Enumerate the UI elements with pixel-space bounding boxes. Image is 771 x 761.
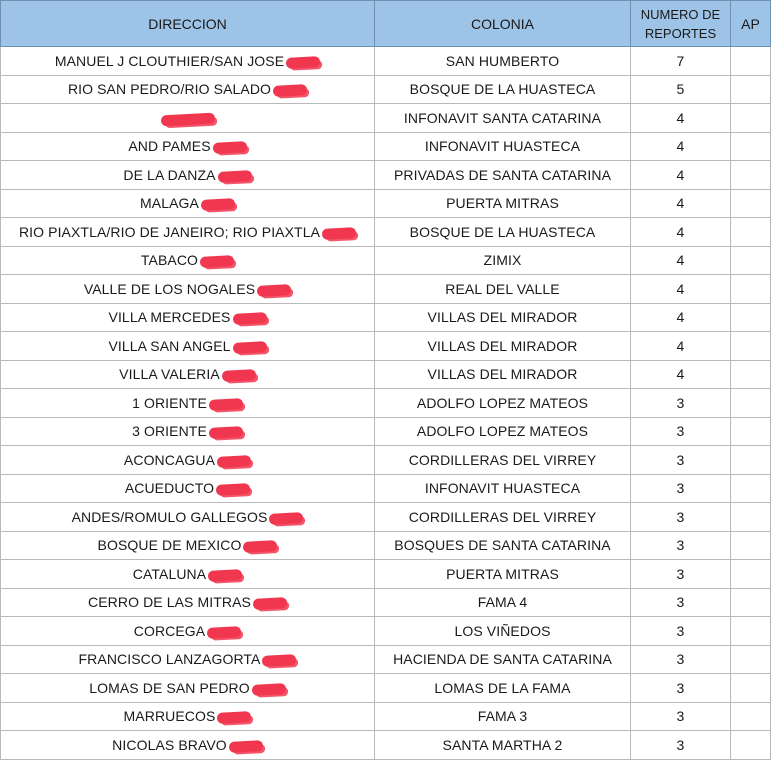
redaction-mark — [286, 56, 321, 69]
direccion-text: CERRO DE LAS MITRAS — [88, 594, 251, 611]
cell-reportes: 3 — [631, 531, 731, 560]
cell-colonia: FAMA 4 — [375, 588, 631, 617]
direccion-text: AND PAMES — [128, 138, 211, 155]
direccion-text: RIO SAN PEDRO/RIO SALADO — [67, 81, 272, 98]
cell-extra — [731, 332, 771, 361]
cell-extra — [731, 75, 771, 104]
redaction-mark — [229, 740, 264, 753]
cell-direccion — [1, 588, 375, 617]
cell-direccion — [1, 731, 375, 760]
cell-extra — [731, 617, 771, 646]
cell-reportes: 3 — [631, 617, 731, 646]
cell-extra — [731, 132, 771, 161]
redaction-mark — [217, 711, 252, 724]
cell-colonia: LOS VIÑEDOS — [375, 617, 631, 646]
table-row — [1, 731, 771, 760]
cell-colonia: VILLAS DEL MIRADOR — [375, 360, 631, 389]
cell-colonia: CORDILLERAS DEL VIRREY — [375, 446, 631, 475]
cell-extra — [731, 246, 771, 275]
direccion-text: ACUEDUCTO — [124, 480, 215, 497]
cell-colonia: SANTA MARTHA 2 — [375, 731, 631, 760]
redaction-mark — [208, 569, 243, 582]
direccion-text: MALAGA — [140, 195, 199, 212]
cell-direccion — [1, 218, 375, 247]
cell-direccion — [1, 474, 375, 503]
cell-direccion — [1, 531, 375, 560]
redaction-mark — [322, 227, 357, 240]
table-row — [1, 218, 771, 247]
cell-reportes: 3 — [631, 389, 731, 418]
cell-extra — [731, 531, 771, 560]
table-row — [1, 132, 771, 161]
cell-direccion — [1, 189, 375, 218]
cell-reportes: 4 — [631, 161, 731, 190]
cell-extra — [731, 417, 771, 446]
direccion-text: RIO PIAXTLA/RIO DE JANEIRO; RIO PIAXTLA — [18, 223, 321, 240]
cell-colonia: CORDILLERAS DEL VIRREY — [375, 503, 631, 532]
cell-extra — [731, 560, 771, 589]
cell-direccion — [1, 246, 375, 275]
table-row — [1, 702, 771, 731]
redaction-mark — [209, 398, 244, 411]
cell-colonia: HACIENDA DE SANTA CATARINA — [375, 645, 631, 674]
direccion-text: CATALUNA — [132, 565, 207, 582]
table-row — [1, 189, 771, 218]
cell-colonia: PRIVADAS DE SANTA CATARINA — [375, 161, 631, 190]
table-row — [1, 47, 771, 76]
redaction-mark — [262, 654, 297, 667]
cell-colonia: VILLAS DEL MIRADOR — [375, 303, 631, 332]
redaction-mark — [216, 483, 251, 496]
direccion-text: VALLE DE LOS NOGALES — [83, 280, 256, 297]
cell-reportes: 4 — [631, 246, 731, 275]
cell-extra — [731, 474, 771, 503]
cell-reportes: 3 — [631, 560, 731, 589]
header-numero-line1: NUMERO DE — [640, 6, 721, 22]
redaction-mark — [212, 141, 247, 154]
header-extra-cut: AP — [731, 1, 771, 47]
table-row — [1, 588, 771, 617]
cell-direccion — [1, 389, 375, 418]
table-row — [1, 474, 771, 503]
cell-reportes: 3 — [631, 446, 731, 475]
cell-direccion — [1, 275, 375, 304]
cell-reportes: 4 — [631, 275, 731, 304]
cell-extra — [731, 47, 771, 76]
table-row — [1, 75, 771, 104]
direccion-text: 3 ORIENTE — [132, 423, 207, 440]
table-row — [1, 503, 771, 532]
redaction-mark — [232, 312, 267, 325]
header-numero-line2: REPORTES — [644, 25, 717, 41]
cell-extra — [731, 161, 771, 190]
cell-colonia: ADOLFO LOPEZ MATEOS — [375, 417, 631, 446]
cell-colonia: VILLAS DEL MIRADOR — [375, 332, 631, 361]
redaction-mark — [273, 84, 308, 97]
cell-reportes: 7 — [631, 47, 731, 76]
cell-colonia: INFONAVIT HUASTECA — [375, 132, 631, 161]
cell-colonia: SAN HUMBERTO — [375, 47, 631, 76]
cell-direccion — [1, 702, 375, 731]
redaction-mark — [217, 455, 252, 468]
cell-reportes: 3 — [631, 503, 731, 532]
direccion-text: VILLA VALERIA — [119, 366, 220, 383]
table-row — [1, 360, 771, 389]
direccion-text: ACONCAGUA — [123, 451, 216, 468]
direccion-text: TABACO — [140, 252, 199, 269]
table-row — [1, 303, 771, 332]
cell-direccion — [1, 132, 375, 161]
table-row — [1, 446, 771, 475]
cell-colonia: REAL DEL VALLE — [375, 275, 631, 304]
redaction-mark — [269, 512, 304, 525]
redaction-mark — [253, 597, 288, 610]
redaction-mark — [201, 198, 236, 211]
cell-direccion — [1, 161, 375, 190]
cell-direccion — [1, 674, 375, 703]
cell-direccion — [1, 47, 375, 76]
cell-extra — [731, 731, 771, 760]
cell-reportes: 5 — [631, 75, 731, 104]
direccion-text: MARRUECOS — [123, 708, 216, 725]
cell-colonia: FAMA 3 — [375, 702, 631, 731]
table-row — [1, 389, 771, 418]
table-row — [1, 417, 771, 446]
cell-colonia: ADOLFO LOPEZ MATEOS — [375, 389, 631, 418]
cell-extra — [731, 702, 771, 731]
cell-extra — [731, 360, 771, 389]
table-row — [1, 617, 771, 646]
table-row — [1, 246, 771, 275]
cell-extra — [731, 389, 771, 418]
table-row — [1, 560, 771, 589]
table-row — [1, 674, 771, 703]
cell-colonia: INFONAVIT HUASTECA — [375, 474, 631, 503]
cell-direccion — [1, 303, 375, 332]
cell-direccion — [1, 617, 375, 646]
cell-colonia: INFONAVIT SANTA CATARINA — [375, 104, 631, 133]
table-row — [1, 332, 771, 361]
cell-direccion — [1, 417, 375, 446]
cell-colonia: PUERTA MITRAS — [375, 189, 631, 218]
redaction-mark — [209, 426, 244, 439]
header-colonia: COLONIA — [375, 1, 631, 47]
table-row — [1, 104, 771, 133]
cell-extra — [731, 189, 771, 218]
cell-reportes: 4 — [631, 218, 731, 247]
table-row — [1, 531, 771, 560]
table-row — [1, 161, 771, 190]
cell-colonia: ZIMIX — [375, 246, 631, 275]
direccion-text: MANUEL J CLOUTHIER/SAN JOSE — [54, 52, 285, 69]
cell-extra — [731, 218, 771, 247]
cell-colonia: PUERTA MITRAS — [375, 560, 631, 589]
direccion-text: VILLA SAN ANGEL — [108, 337, 231, 354]
cell-extra — [731, 503, 771, 532]
cell-colonia: BOSQUES DE SANTA CATARINA — [375, 531, 631, 560]
direccion-text: DE LA DANZA — [123, 166, 216, 183]
direccion-text: LOMAS DE SAN PEDRO — [89, 679, 250, 696]
cell-reportes: 3 — [631, 702, 731, 731]
redaction-mark — [217, 170, 252, 183]
cell-colonia: BOSQUE DE LA HUASTECA — [375, 218, 631, 247]
cell-direccion — [1, 360, 375, 389]
redaction-mark — [232, 341, 267, 354]
cell-colonia: LOMAS DE LA FAMA — [375, 674, 631, 703]
cell-direccion — [1, 75, 375, 104]
cell-colonia: BOSQUE DE LA HUASTECA — [375, 75, 631, 104]
cell-reportes: 3 — [631, 417, 731, 446]
direccion-text: FRANCISCO LANZAGORTA — [78, 651, 261, 668]
cell-reportes: 4 — [631, 189, 731, 218]
redaction-mark — [251, 683, 286, 696]
cell-direccion — [1, 560, 375, 589]
table-row — [1, 645, 771, 674]
header-direccion: DIRECCION — [1, 1, 375, 47]
direccion-text: ANDES/ROMULO GALLEGOS — [71, 508, 268, 525]
redaction-mark — [222, 369, 257, 382]
redaction-mark — [257, 284, 292, 297]
cell-extra — [731, 446, 771, 475]
cell-reportes: 3 — [631, 731, 731, 760]
redaction-mark — [160, 112, 215, 126]
cell-reportes: 4 — [631, 303, 731, 332]
cell-direccion — [1, 645, 375, 674]
header-row — [1, 1, 771, 47]
cell-extra — [731, 588, 771, 617]
direccion-text: NICOLAS BRAVO — [112, 736, 227, 753]
cell-reportes: 4 — [631, 104, 731, 133]
cell-reportes: 3 — [631, 645, 731, 674]
cell-direccion — [1, 446, 375, 475]
cell-reportes: 3 — [631, 588, 731, 617]
cell-direccion — [1, 332, 375, 361]
direccion-text: CORCEGA — [133, 622, 206, 639]
cell-extra — [731, 275, 771, 304]
cell-direccion — [1, 104, 375, 133]
cell-extra — [731, 303, 771, 332]
cell-direccion — [1, 503, 375, 532]
redaction-mark — [243, 540, 278, 553]
cell-extra — [731, 645, 771, 674]
redaction-mark — [200, 255, 235, 268]
cell-extra — [731, 674, 771, 703]
direccion-text: 1 ORIENTE — [132, 394, 207, 411]
redaction-mark — [207, 626, 242, 639]
cell-reportes: 3 — [631, 474, 731, 503]
cell-reportes: 4 — [631, 360, 731, 389]
header-numero-reportes — [631, 1, 731, 47]
direccion-text: VILLA MERCEDES — [108, 309, 231, 326]
cell-reportes: 3 — [631, 674, 731, 703]
cell-extra — [731, 104, 771, 133]
table-row — [1, 275, 771, 304]
cell-reportes: 4 — [631, 132, 731, 161]
direccion-text: BOSQUE DE MEXICO — [97, 537, 242, 554]
cell-reportes: 4 — [631, 332, 731, 361]
